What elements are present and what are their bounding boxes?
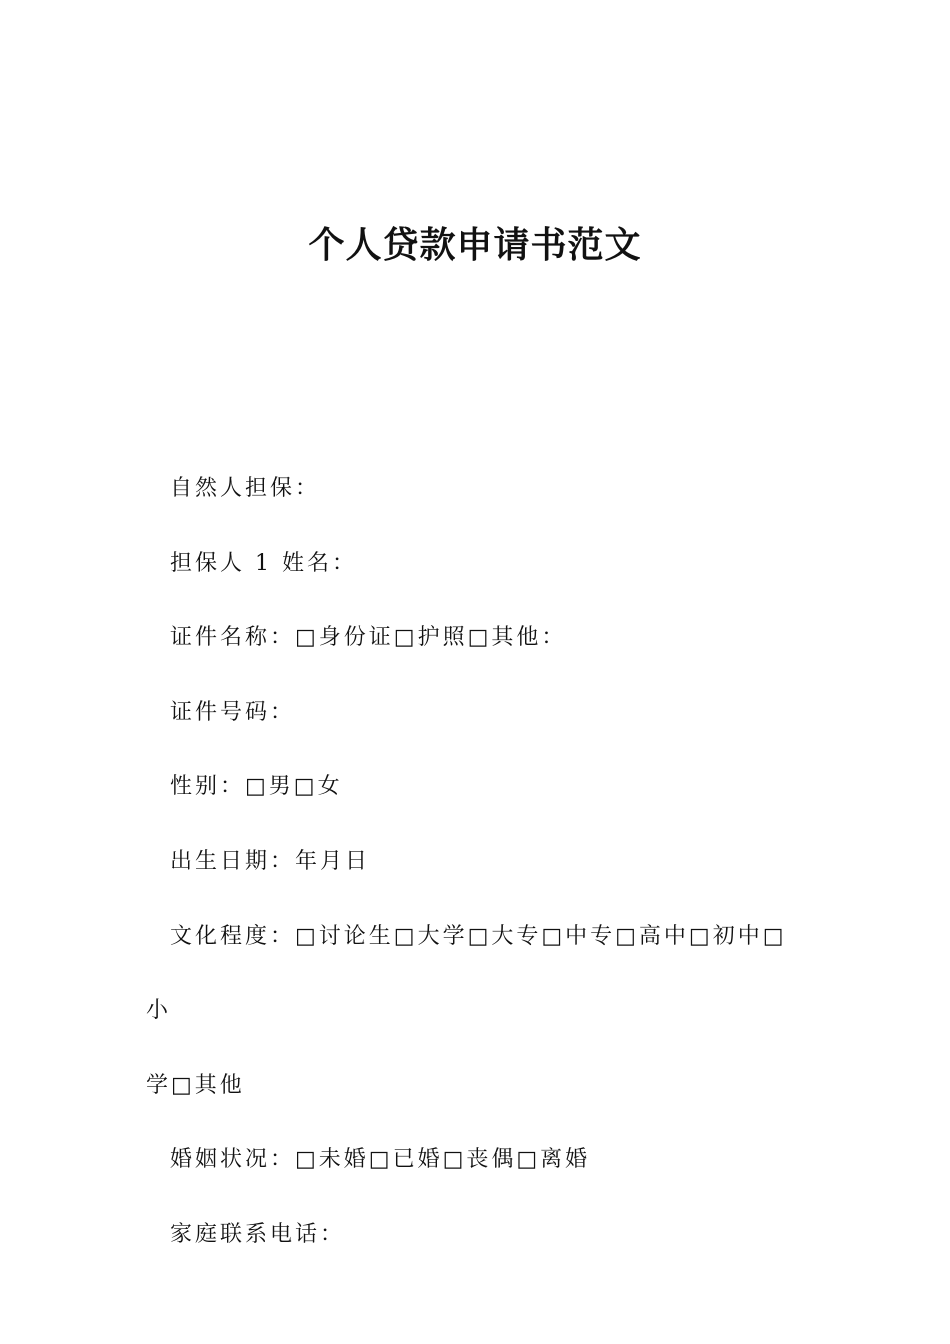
line-natural-person-guarantee: 自然人担保：: [170, 476, 321, 501]
line-home-phone: 家庭联系电话：: [170, 1221, 346, 1247]
line-id-type: 证件名称：□身份证□护照□其他：: [170, 625, 567, 651]
line-gender: 性别：□男□女: [170, 774, 343, 800]
document-title: 个人贷款申请书范文: [308, 225, 642, 266]
line-guarantor-name: 担保人 1 姓名：: [170, 550, 357, 576]
document-body: [146, 452, 810, 1273]
line-education: 文化程度：□讨论生□大学□大专□中专□高中□初中□小: [146, 923, 787, 1024]
line-marital-status: 婚姻状况：□未婚□已婚□丧偶□离婚: [170, 1147, 591, 1173]
line-education-continued: 学□其他: [146, 1072, 245, 1098]
line-birth-date: 出生日期：年月日: [170, 848, 371, 874]
line-id-number: 证件号码：: [170, 699, 296, 725]
